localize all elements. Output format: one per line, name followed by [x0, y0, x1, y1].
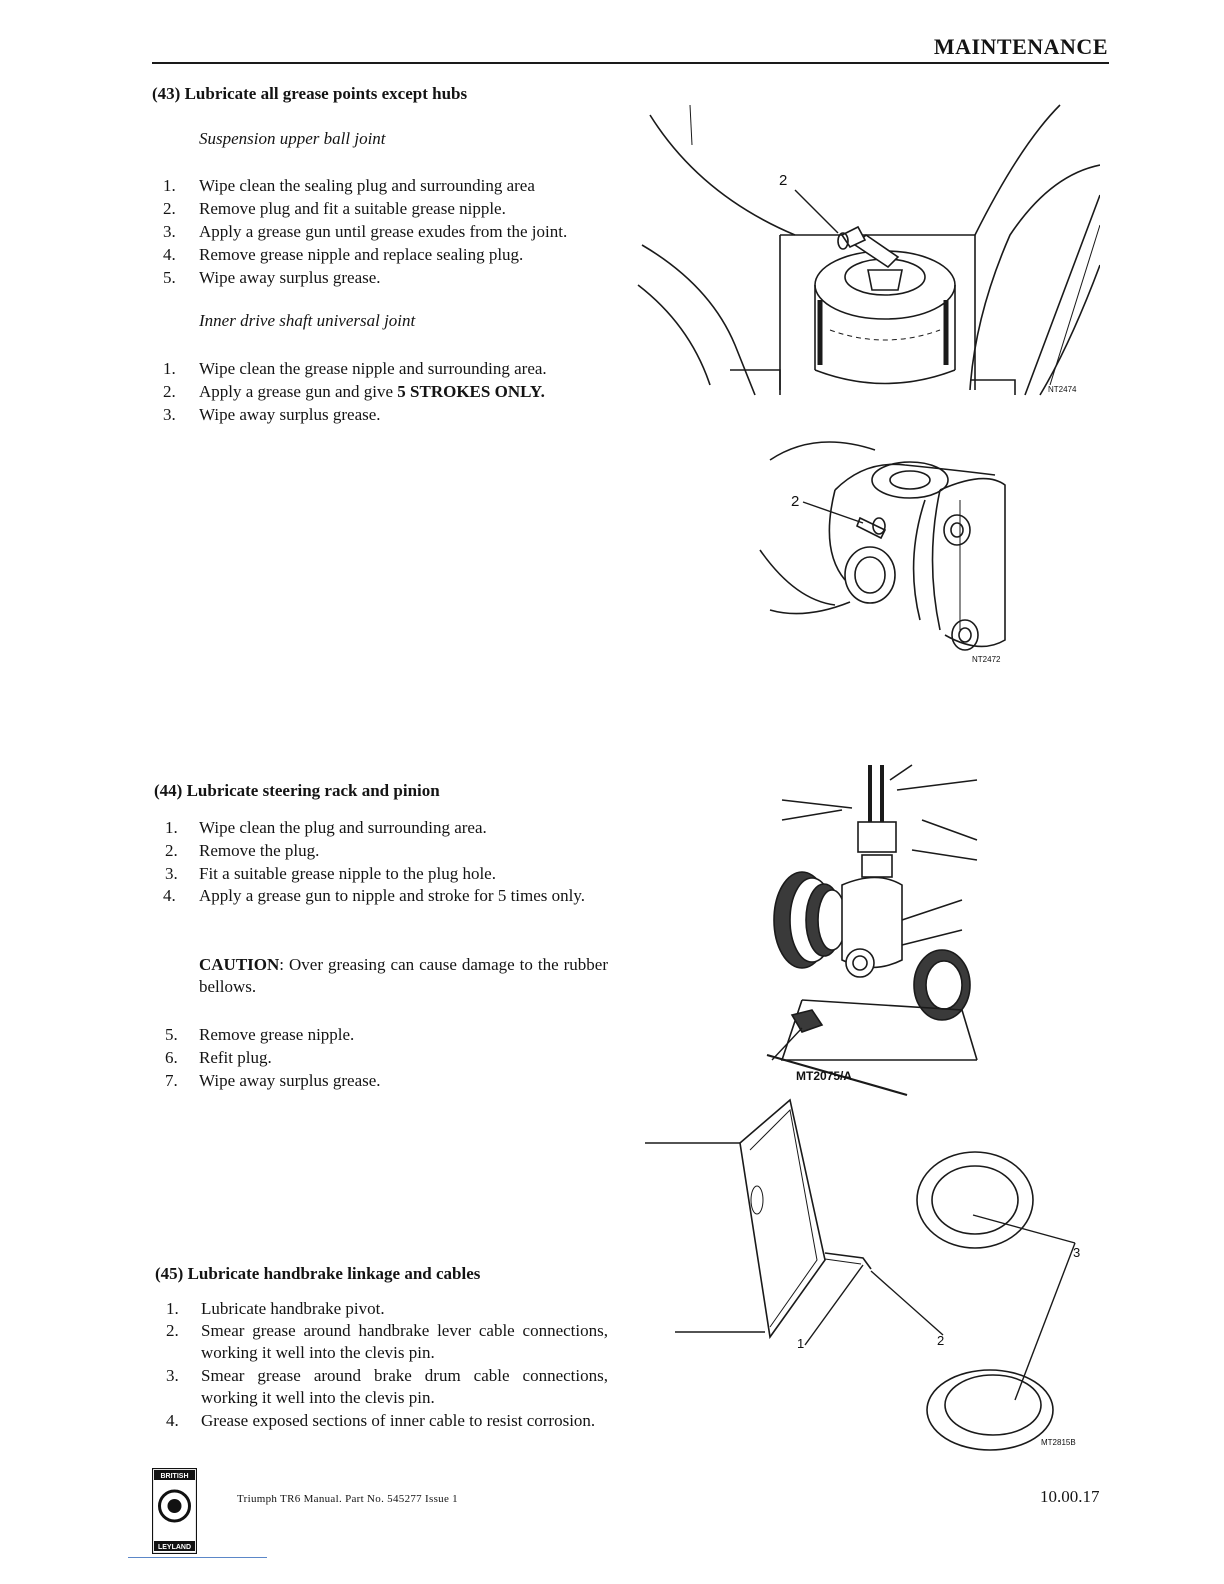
- fig2-code: NT2472: [972, 655, 1001, 664]
- fig4-code: MT2815B: [1041, 1438, 1076, 1447]
- fig4-callout-1: 1: [797, 1336, 805, 1351]
- svg-text:LEYLAND: LEYLAND: [157, 1544, 192, 1551]
- drive-shaft-subheading: Inner drive shaft universal joint: [199, 311, 416, 330]
- bottom-edge-line: [128, 1557, 267, 1558]
- fig3-code: MT2075/A: [796, 1069, 853, 1083]
- step-45-2: 2. Smear grease around handbrake lever cable connections, working it well into the clevis pin.: [166, 1321, 608, 1362]
- section-45-title: (45) Lubricate handbrake linkage and cables: [155, 1264, 481, 1283]
- fig1-code: NT2474: [1048, 385, 1077, 394]
- fig4-callout-3: 3: [1073, 1245, 1081, 1260]
- suspension-subheading: Suspension upper ball joint: [199, 129, 386, 148]
- fig4-callout-2: 2: [937, 1333, 945, 1348]
- fig1-callout: 2: [779, 172, 788, 189]
- caution-note: CAUTION: Over greasing can cause damage to the rubber bellows.: [199, 955, 608, 996]
- figure-handbrake-linkage: [645, 1095, 1095, 1460]
- figure-drive-shaft-joint: [755, 430, 1015, 670]
- section-43-title: (43) Lubricate all grease points except hubs: [152, 84, 468, 103]
- figure-ball-joint: [630, 85, 1100, 410]
- header-rule: [152, 62, 1109, 64]
- step-44-4: 4. Apply a grease gun to nipple and stroke for 5 times only.: [163, 886, 586, 905]
- svg-text:BRITISH: BRITISH: [160, 1473, 189, 1480]
- step-45-3: 3. Smear grease around brake drum cable connections, working it well into the clevis pin.: [166, 1366, 608, 1407]
- footer-manual-reference: Triumph TR6 Manual. Part No. 545277 Issue 1: [237, 1493, 458, 1505]
- fig2-callout: 2: [791, 493, 800, 510]
- page-header-title: MAINTENANCE: [933, 34, 1108, 59]
- figure-steering-rack: [762, 760, 987, 1100]
- section-44-title: (44) Lubricate steering rack and pinion: [154, 781, 440, 800]
- page-number: 10.00.17: [1040, 1487, 1100, 1506]
- british-leyland-logo: [152, 1468, 197, 1559]
- step-45-4: 4. Grease exposed sections of inner cable to resist corrosion.: [166, 1411, 596, 1430]
